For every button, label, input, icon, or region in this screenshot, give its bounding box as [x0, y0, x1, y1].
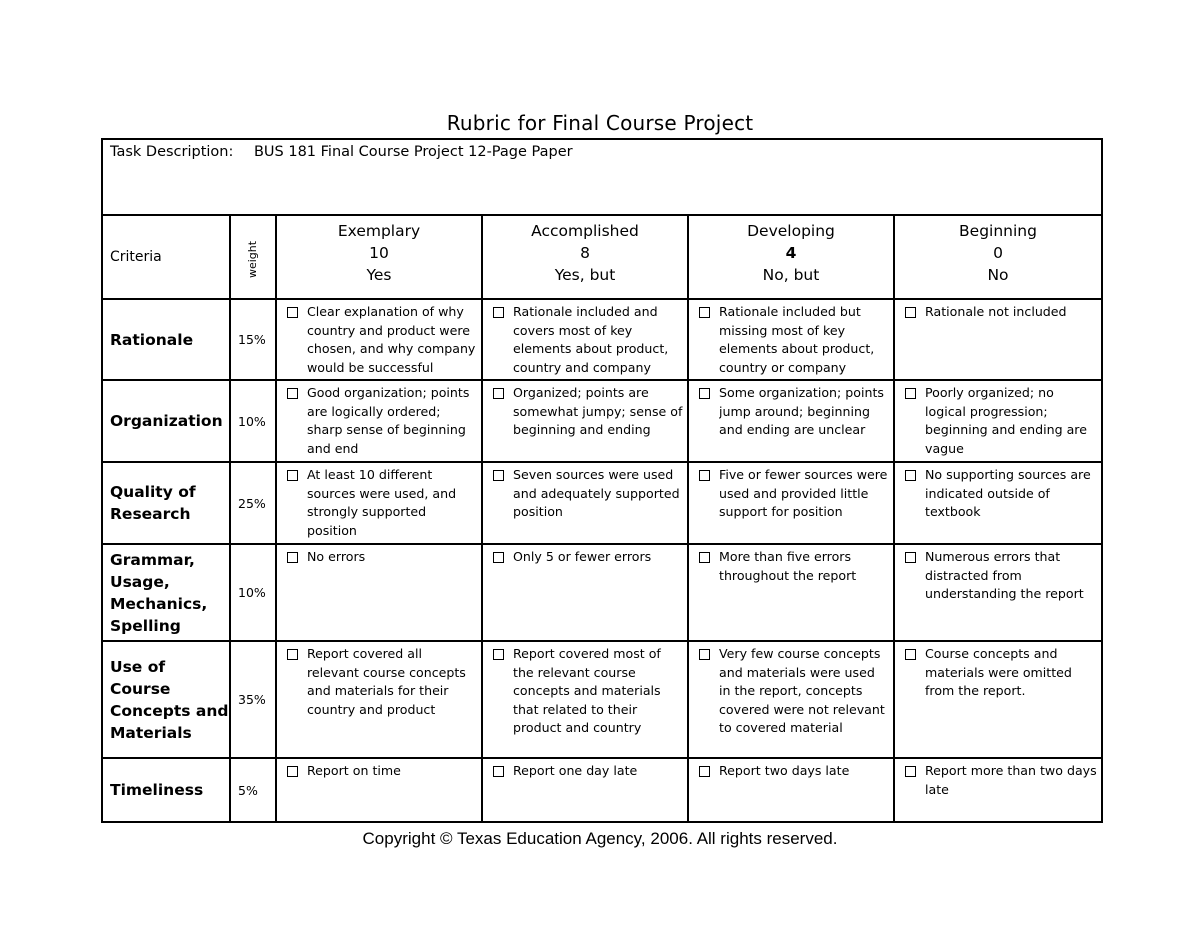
descriptor-text: Five or fewer sources were used and provided little support for position: [719, 467, 888, 519]
criterion-name: Quality of Research: [102, 462, 230, 544]
descriptor-text: More than five errors throughout the report: [719, 549, 857, 583]
criterion-name: Grammar, Usage, Mechanics, Spelling: [102, 544, 230, 641]
descriptor-text: Organized; points are somewhat jumpy; sense of beginning and ending: [513, 385, 683, 437]
rubric-row-rationale: [102, 299, 1102, 380]
descriptor-cell: [482, 462, 688, 544]
checkbox-icon: [699, 552, 710, 563]
copyright-footer: Copyright © Texas Education Agency, 2006. All rights reserved.: [362, 829, 838, 848]
checkbox-icon: [699, 766, 710, 777]
checkbox-icon: [287, 388, 298, 399]
descriptor-text: Course concepts and materials were omitted from the report.: [925, 646, 1072, 698]
checkbox-icon: [905, 307, 916, 318]
descriptor-cell: [482, 380, 688, 462]
descriptor-cell: [482, 299, 688, 380]
level-name: Accomplished: [531, 222, 639, 240]
weight-header-label: weight: [246, 240, 260, 278]
criteria-header: Criteria: [102, 215, 230, 299]
descriptor-text: Seven sources were used and adequately supported position: [513, 467, 680, 519]
level-points: 8: [580, 244, 590, 262]
descriptor-text: Poorly organized; no logical progression; beginning and ending are vague: [925, 385, 1087, 456]
descriptor-cell: [276, 462, 482, 544]
descriptor-cell: [276, 380, 482, 462]
descriptor-text: Rationale included and covers most of key elements about product, country and company: [513, 304, 669, 375]
checkbox-icon: [905, 388, 916, 399]
descriptor-cell: [276, 299, 482, 380]
descriptor-text: Report one day late: [513, 763, 638, 778]
level-verdict: Yes: [366, 266, 392, 284]
checkbox-icon: [287, 766, 298, 777]
level-points: 4: [785, 244, 797, 262]
checkbox-icon: [287, 307, 298, 318]
criterion-weight: 10%: [230, 544, 276, 641]
checkbox-icon: [493, 649, 504, 660]
rubric-row-timeliness: [102, 758, 1102, 822]
task-description-row: [102, 139, 1102, 215]
descriptor-cell: [276, 641, 482, 758]
criterion-weight: 15%: [230, 299, 276, 380]
header-row: [102, 215, 1102, 299]
level-header-exemplary: [276, 215, 482, 299]
checkbox-icon: [493, 388, 504, 399]
criterion-weight: 10%: [230, 380, 276, 462]
rubric-row-course-concepts: [102, 641, 1102, 758]
descriptor-text: No supporting sources are indicated outside of textbook: [925, 467, 1091, 519]
level-points: 0: [993, 244, 1003, 262]
criterion-name: Use of Course Concepts and Materials: [102, 641, 230, 758]
descriptor-text: Report on time: [307, 763, 401, 778]
level-header-developing: [688, 215, 894, 299]
level-header-accomplished: [482, 215, 688, 299]
checkbox-icon: [287, 470, 298, 481]
descriptor-cell: [276, 544, 482, 641]
level-verdict: No, but: [762, 266, 820, 284]
task-description-value: BUS 181 Final Course Project 12-Page Paper: [253, 144, 573, 160]
checkbox-icon: [905, 470, 916, 481]
rubric-row-quality-of-research: [102, 462, 1102, 544]
descriptor-cell: [894, 462, 1102, 544]
checkbox-icon: [699, 388, 710, 399]
checkbox-icon: [699, 307, 710, 318]
descriptor-text: At least 10 different sources were used, and strongly supported position: [307, 467, 457, 538]
descriptor-cell: [688, 380, 894, 462]
weight-header: [230, 215, 276, 299]
checkbox-icon: [699, 470, 710, 481]
descriptor-cell: [894, 299, 1102, 380]
descriptor-cell: [482, 544, 688, 641]
level-verdict: Yes, but: [554, 266, 616, 284]
descriptor-cell: [276, 758, 482, 822]
checkbox-icon: [287, 552, 298, 563]
criterion-name: Organization: [102, 380, 230, 462]
descriptor-text: Good organization; points are logically ordered; sharp sense of beginning and end: [307, 385, 470, 456]
descriptor-cell: [894, 641, 1102, 758]
checkbox-icon: [905, 552, 916, 563]
checkbox-icon: [493, 307, 504, 318]
checkbox-icon: [699, 649, 710, 660]
level-points: 10: [369, 244, 389, 262]
checkbox-icon: [287, 649, 298, 660]
checkbox-icon: [493, 766, 504, 777]
descriptor-text: Report covered most of the relevant course concepts and materials that related to their product and country: [513, 646, 661, 735]
descriptor-text: Rationale included but missing most of key elements about product, country or company: [719, 304, 875, 375]
checkbox-icon: [905, 766, 916, 777]
level-name: Developing: [747, 222, 835, 240]
descriptor-cell: [688, 758, 894, 822]
criterion-name: Rationale: [102, 299, 230, 380]
descriptor-text: Very few course concepts and materials were used in the report, concepts covered were not relevant to covered material: [719, 646, 885, 735]
level-name: Exemplary: [337, 222, 421, 240]
rubric-row-organization: [102, 380, 1102, 462]
checkbox-icon: [905, 649, 916, 660]
criterion-name: Timeliness: [102, 758, 230, 822]
checkbox-icon: [493, 552, 504, 563]
descriptor-cell: [482, 641, 688, 758]
descriptor-text: Report covered all relevant course concepts and materials for their country and product: [307, 646, 466, 717]
descriptor-text: Some organization; points jump around; beginning and ending are unclear: [719, 385, 884, 437]
rubric-row-grammar: [102, 544, 1102, 641]
level-header-beginning: [894, 215, 1102, 299]
checkbox-icon: [493, 470, 504, 481]
descriptor-text: Only 5 or fewer errors: [513, 549, 652, 564]
criterion-weight: 35%: [230, 641, 276, 758]
descriptor-text: Numerous errors that distracted from understanding the report: [925, 549, 1084, 601]
descriptor-text: Clear explanation of why country and product were chosen, and why company would be successful: [307, 304, 476, 375]
level-name: Beginning: [959, 222, 1037, 240]
level-verdict: No: [987, 266, 1009, 284]
descriptor-text: Report more than two days late: [925, 763, 1097, 797]
descriptor-cell: [688, 299, 894, 380]
criterion-weight: 25%: [230, 462, 276, 544]
descriptor-cell: [894, 544, 1102, 641]
descriptor-cell: [688, 462, 894, 544]
descriptor-cell: [482, 758, 688, 822]
descriptor-cell: [688, 544, 894, 641]
descriptor-cell: [688, 641, 894, 758]
document-title: Rubric for Final Course Project: [446, 111, 754, 135]
descriptor-text: Report two days late: [719, 763, 850, 778]
task-description-label: Task Description:: [110, 144, 234, 160]
descriptor-cell: [894, 380, 1102, 462]
criterion-weight: 5%: [230, 758, 276, 822]
descriptor-text: Rationale not included: [925, 304, 1067, 319]
rubric-table: [101, 138, 1103, 823]
task-description-cell: [102, 139, 1102, 215]
descriptor-cell: [894, 758, 1102, 822]
descriptor-text: No errors: [307, 549, 366, 564]
